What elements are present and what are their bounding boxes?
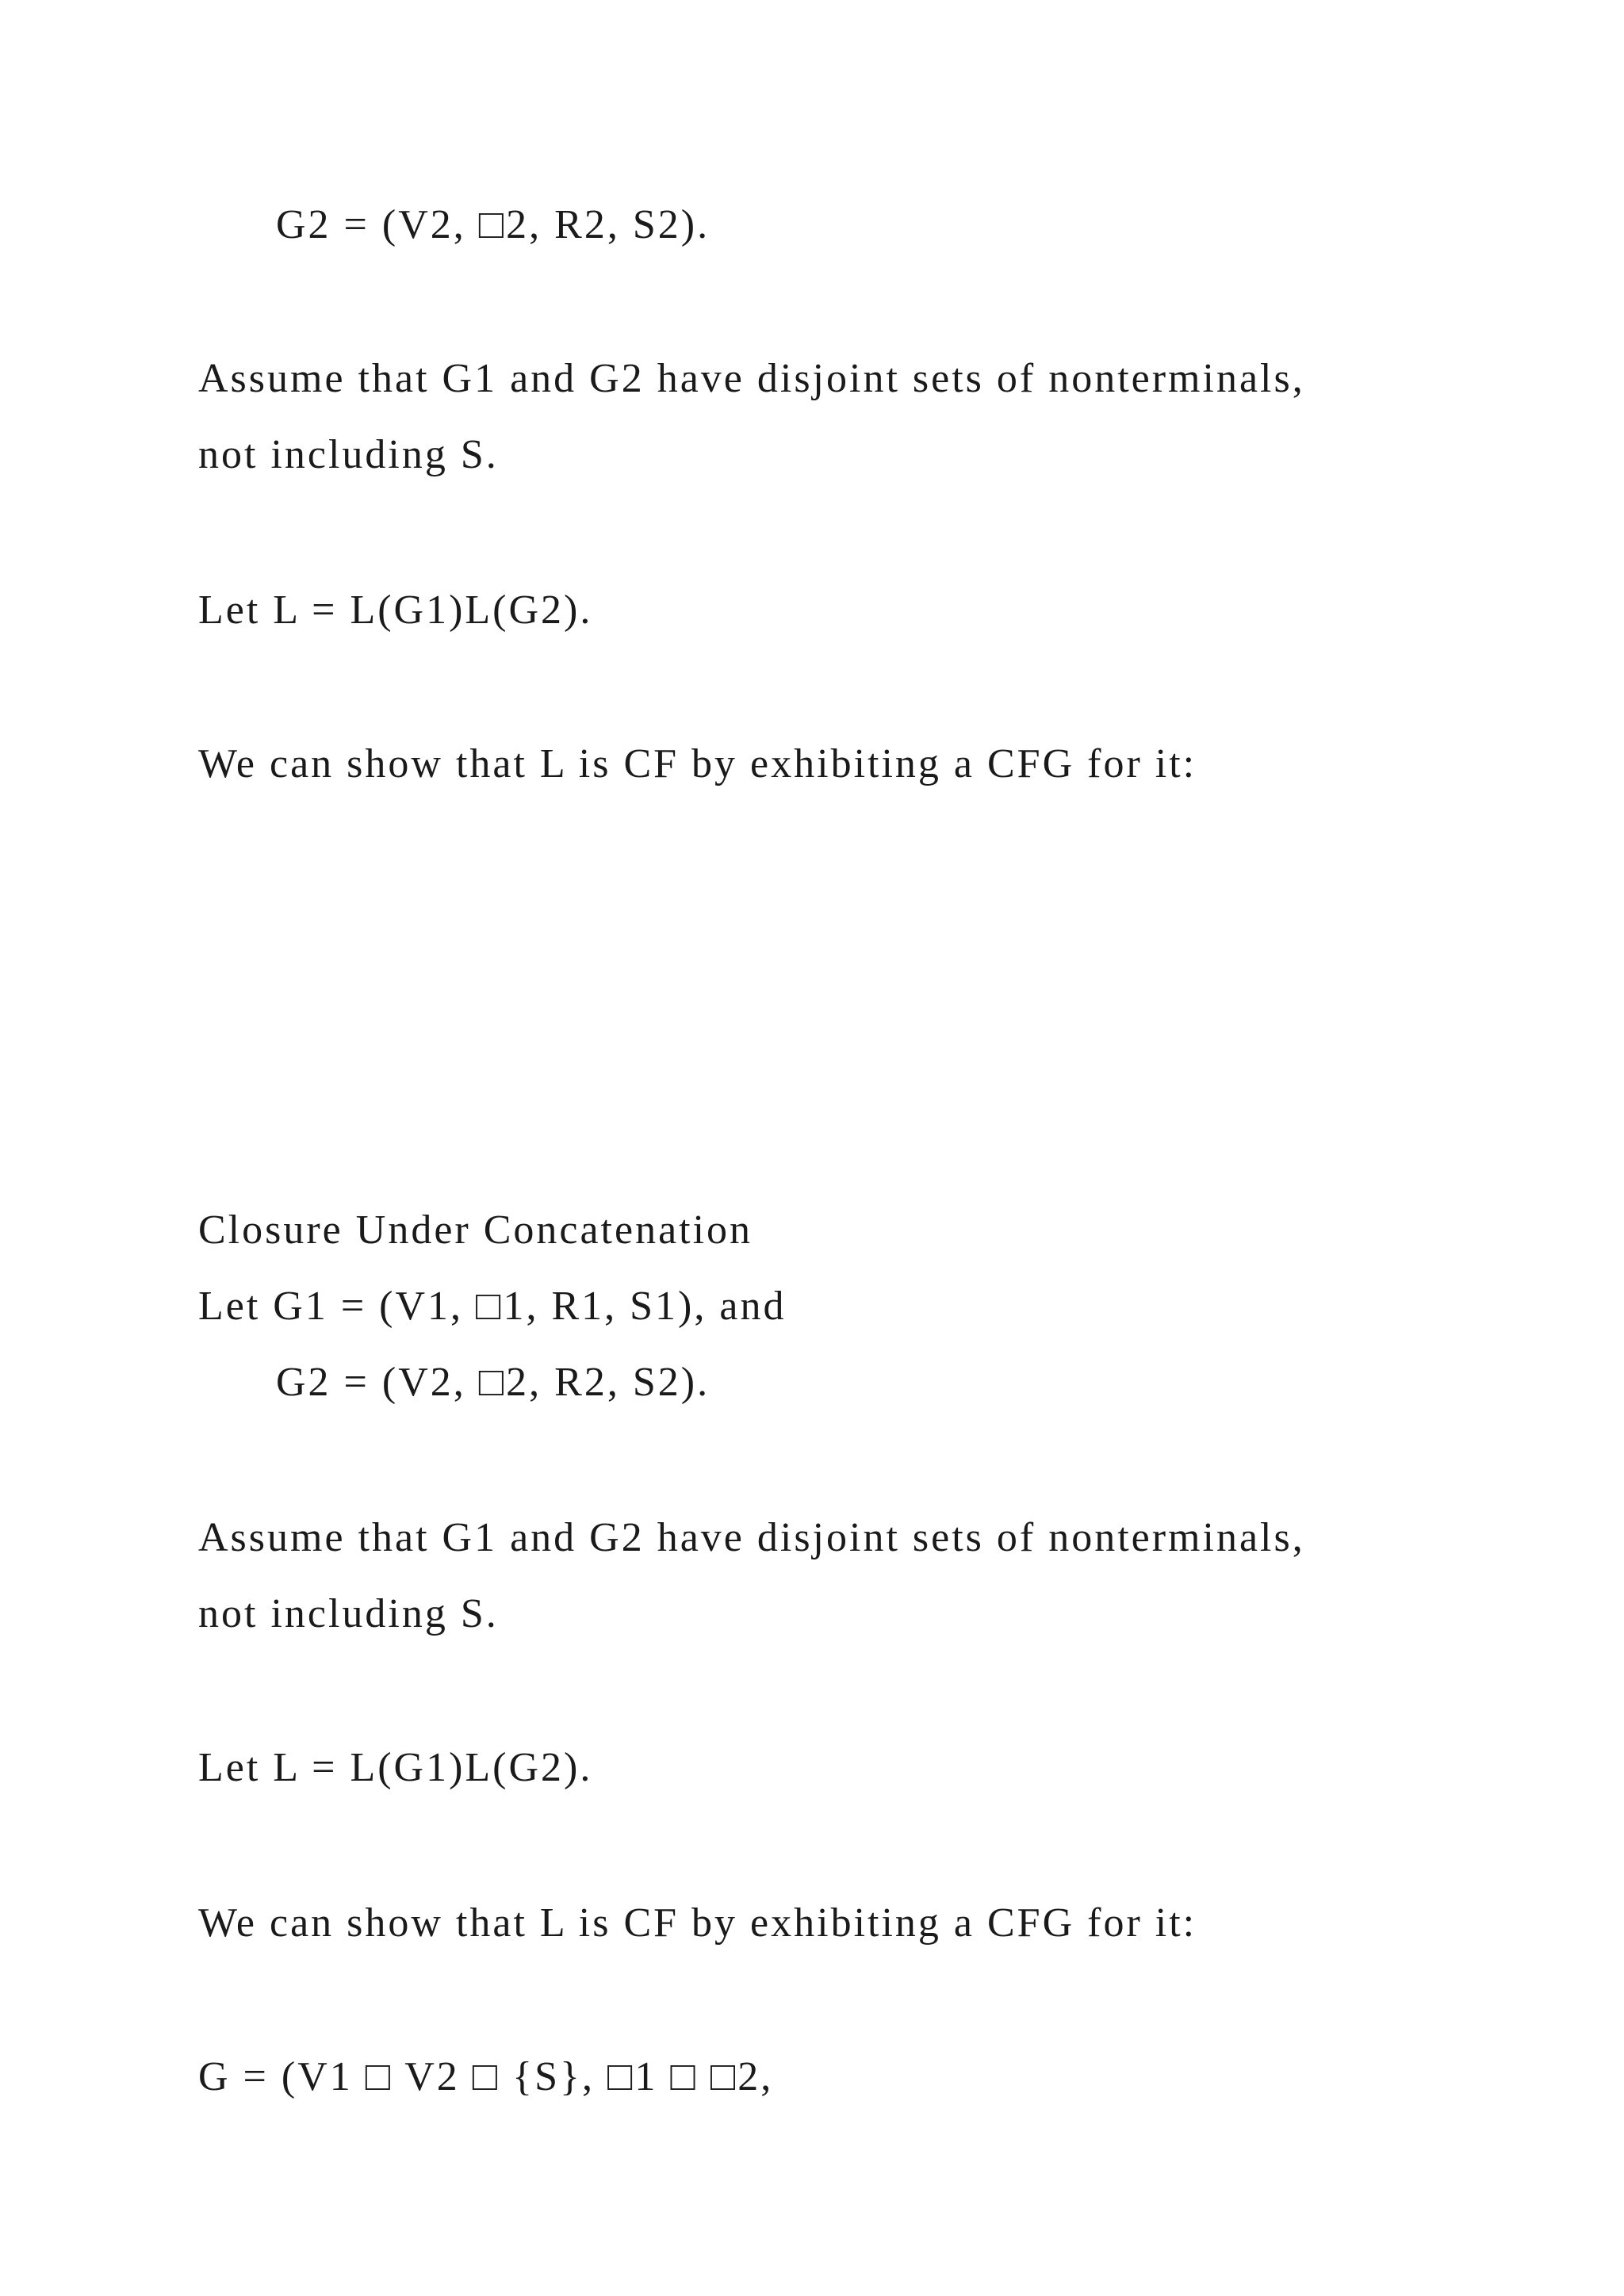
section-heading: Closure Under Concatenation (198, 1207, 753, 1253)
g2-definition-top (276, 202, 710, 247)
show-cf-top: We can show that L is CF by exhibiting a CFG for it: (198, 741, 1197, 786)
assume-disjoint-line-2-top: not including S. (198, 432, 499, 477)
g2-definition: G2 = (V2, □2, R2, S2). (276, 1360, 710, 1405)
g2-definition-text: G2 = (V2, □2, R2, S2). (276, 202, 710, 247)
g1-definition: Let G1 = (V1, □1, R1, S1), and (198, 1284, 787, 1329)
let-l: Let L = L(G1)L(G2). (198, 1745, 593, 1790)
assume-disjoint-line-2: not including S. (198, 1591, 499, 1636)
assume-disjoint-line-1: Assume that G1 and G2 have disjoint sets of nonterminals, (198, 1515, 1305, 1560)
let-l-top: Let L = L(G1)L(G2). (198, 587, 593, 633)
show-cf: We can show that L is CF by exhibiting a CFG for it: (198, 1900, 1197, 1946)
assume-disjoint-line-1-top: Assume that G1 and G2 have disjoint sets of nonterminals, (198, 356, 1305, 401)
grammar-g-definition: G = (V1 □ V2 □ {S}, □1 □ □2, (198, 2054, 774, 2099)
